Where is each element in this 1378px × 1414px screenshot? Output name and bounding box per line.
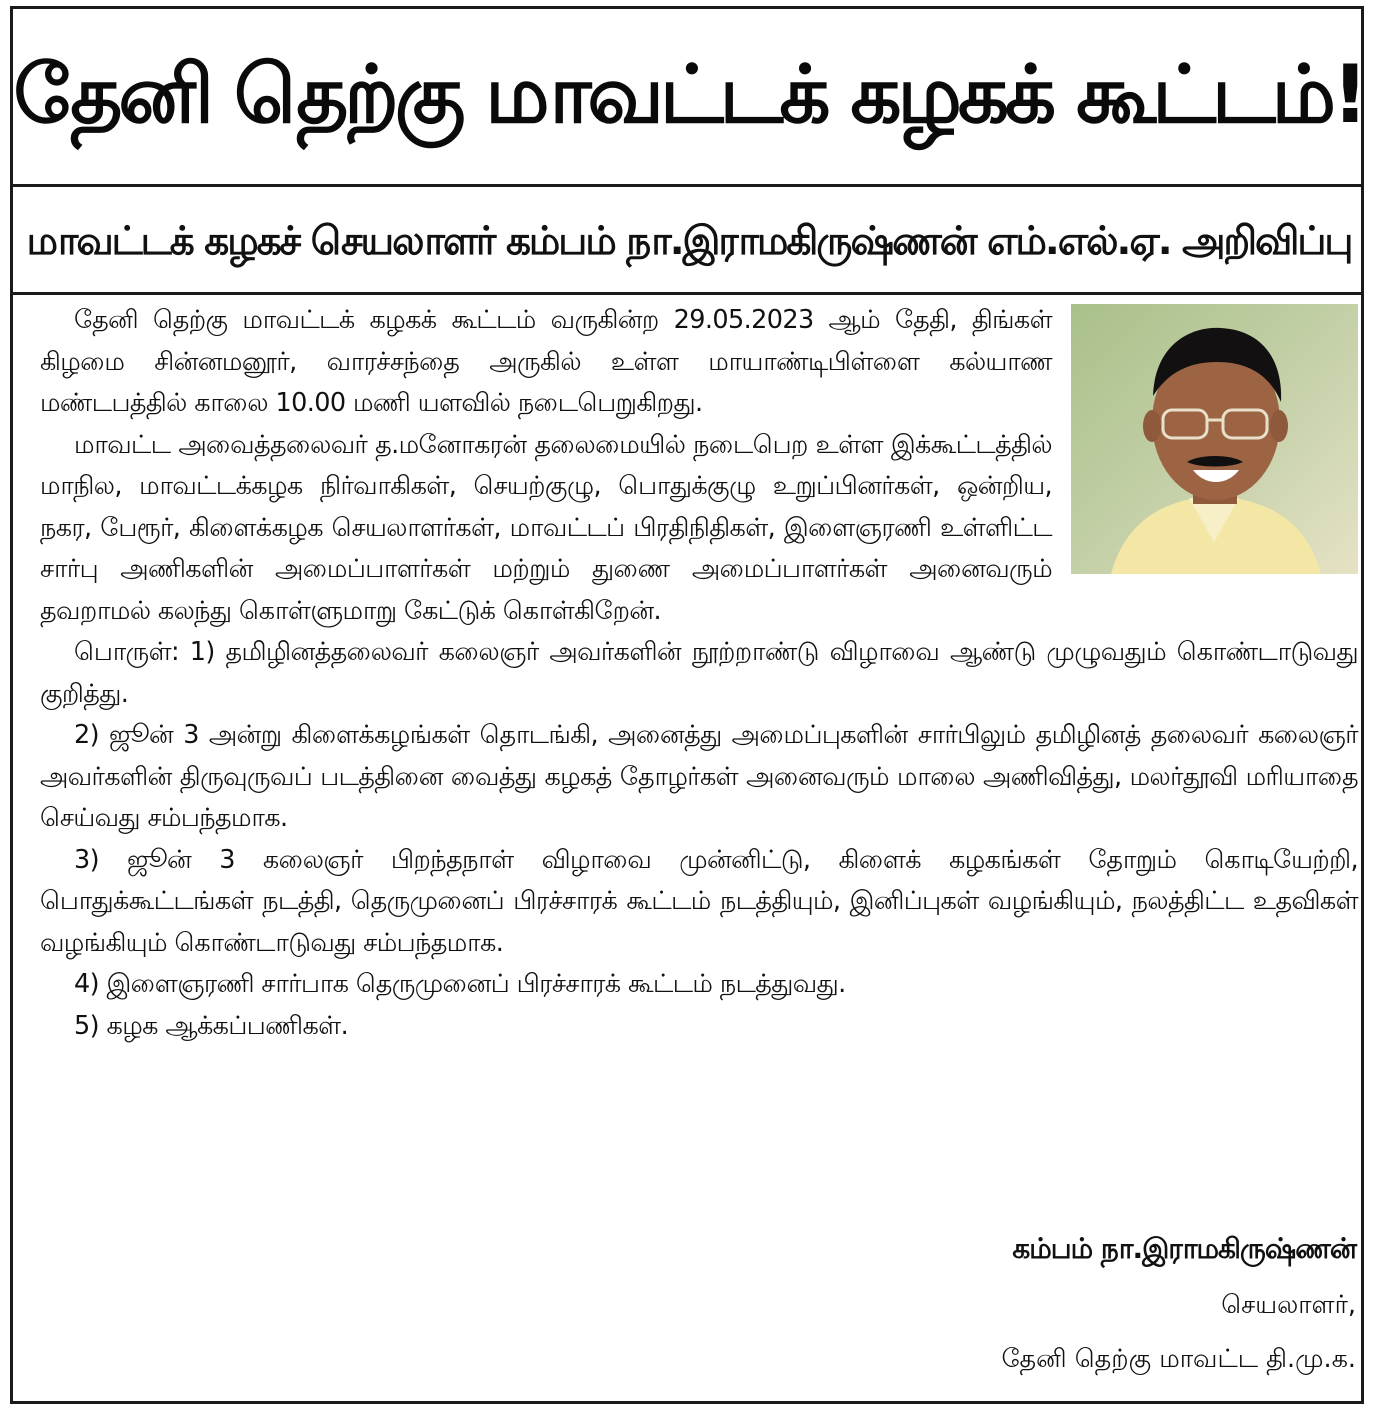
agenda-item-4: 4) இளைஞரணி சார்பாக தெருமுனைப் பிரச்சாரக் கூட்டம் நடத்துவது.: [74, 969, 846, 999]
signatory-name: கம்பம் நா.இராமகிருஷ்ணன்: [1012, 1232, 1356, 1265]
signatory-organization: தேனி தெற்கு மாவட்ட தி.மு.க.: [1001, 1344, 1356, 1374]
subheadline: மாவட்டக் கழகச் செயலாளர் கம்பம் நா.இராமகிருஷ்ணன் எம்.எல்.ஏ. அறிவிப்பு: [26, 219, 1352, 264]
signatory-role: செயலாளர்,: [1221, 1290, 1356, 1320]
agenda-item-3: 3) ஜூன் 3 கலைஞர் பிறந்தநாள் விழாவை முன்னிட்டு, கிளைக் கழகங்கள் தோறும் கொடியேற்றி, பொதுக்கூட்டங்கள் நடத்தி, தெருமுனைப் பிரச்சாரக் கூட்டம் நடத்தியும், இனிப்புகள் வழங்கியும், நலத்திட்ட உதவிகள் வழங்கியும் கொண்டாடுவது சம்பந்தமாக.: [40, 844, 1358, 958]
headline-divider: [10, 184, 1364, 187]
agenda-item-2: 2) ஜூன் 3 அன்று கிளைக்கழங்கள் தொடங்கி, அனைத்து அமைப்புகளின் சார்பிலும் தமிழினத் தலைவர் கலைஞர் அவர்களின் திருவுருவப் படத்தினை வைத்து கழகத் தோழர்கள் அனைவரும் மாலை அணிவித்து, மலர்தூவி மரியாதை செய்வது சம்பந்தமாக.: [40, 720, 1358, 833]
agenda-item-5: 5) கழக ஆக்கப்பணிகள்.: [74, 1010, 349, 1041]
notice-body: [40, 300, 1358, 1047]
subheadline-divider: [10, 292, 1364, 295]
invite-paragraph: மாவட்ட அவைத்தலைவர் த.மனோகரன் தலைமையில் நடைபெற உள்ள இக்கூட்டத்தில் மாநில, மாவட்டக்கழக நிர்வாகிகள், செயற்குழு, பொதுக்குழு உறுப்பினர்கள், ஒன்றிய, நகர, பேரூர், கிளைக்கழக செயலாளர்கள், மாவட்டப் பிரதிநிதிகள், இளைஞரணி உள்ளிட்ட சார்பு அணிகளின் அமைப்பாளர்கள் மற்றும் துணை அமைப்பாளர்கள் அனைவரும் தவறாமல் கலந்து கொள்ளுமாறு கேட்டுக் கொள்கிறேன்.: [40, 429, 1052, 626]
agenda-item-1: பொருள்: 1) தமிழினத்தலைவர் கலைஞர் அவர்களின் நூற்றாண்டு விழாவை ஆண்டு முழுவதும் கொண்டாடுவது குறித்து.: [40, 637, 1358, 709]
headline: தேனி தெற்கு மாவட்டக் கழகக் கூட்டம்!: [13, 48, 1365, 141]
intro-paragraph: தேனி தெற்கு மாவட்டக் கழகக் கூட்டம் வருகின்ற 29.05.2023 ஆம் தேதி, திங்கள் கிழமை சின்னமனூர், வாரச்சந்தை அருகில் உள்ள மாயாண்டிபிள்ளை கல்யாண மண்டபத்தில் காலை 10.00 மணி யளவில் நடைபெறுகிறது.: [40, 305, 1052, 418]
